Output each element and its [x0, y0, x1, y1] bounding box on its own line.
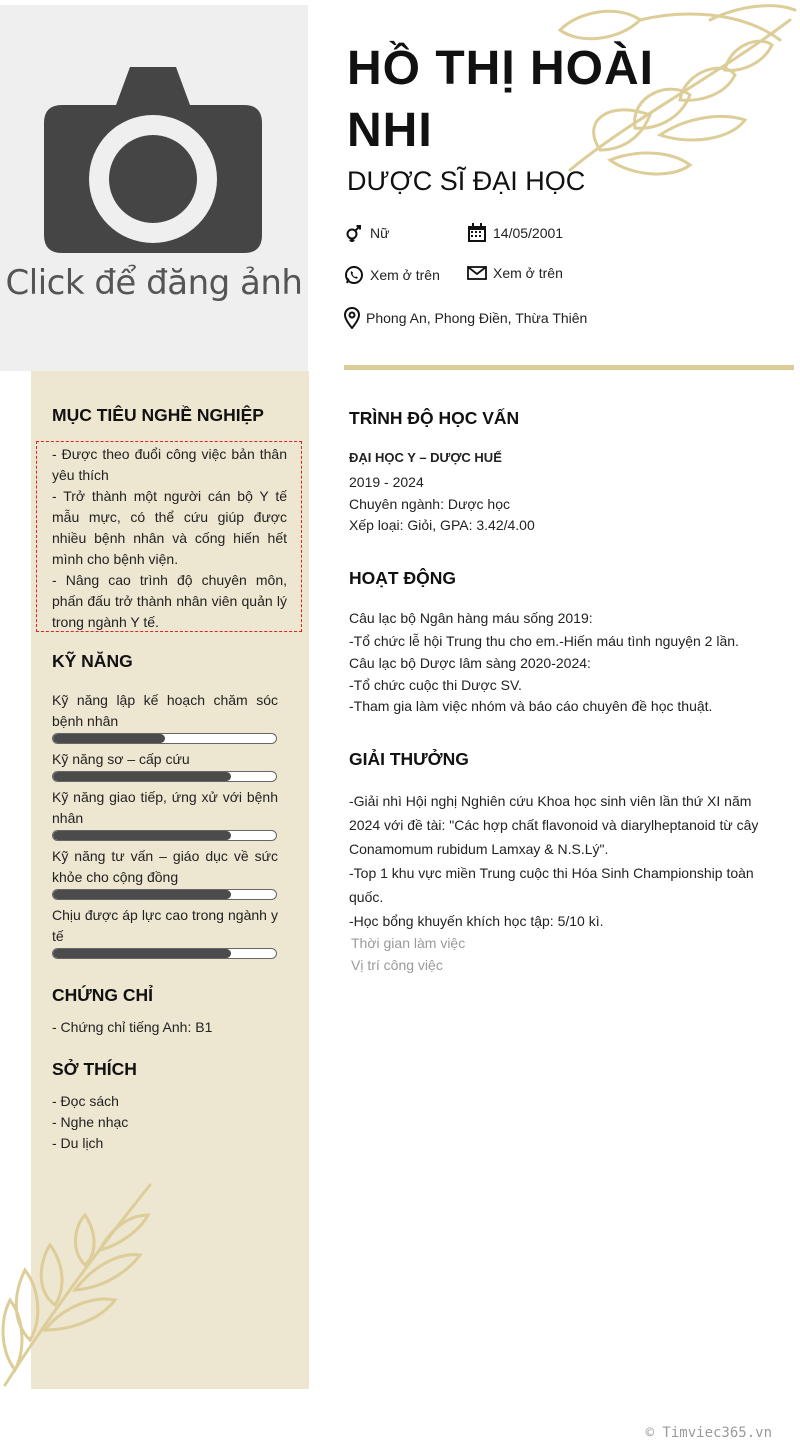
skill-bar-fill [53, 890, 231, 899]
skill-name: Chịu được áp lực cao trong ngành y tế [52, 907, 278, 944]
certificates-title: CHỨNG CHỈ [52, 985, 154, 1005]
location-pin-icon [344, 307, 360, 329]
objective-line: - Trở thành một người cán bộ Y tế mẫu mực, có thể cứu giúp được nhiều bệnh nhân và cống hiến hết mình cho bệnh viện. [52, 488, 287, 567]
calendar-icon [467, 223, 487, 243]
gender-value: Nữ [370, 225, 390, 241]
education-title: TRÌNH ĐỘ HỌC VẤN [349, 408, 520, 428]
skill-name: Kỹ năng giao tiếp, ứng xử với bệnh nhân [52, 789, 278, 826]
education-major: Chuyên ngành: Dược học [349, 496, 510, 512]
address-value: Phong An, Phong Điền, Thừa Thiên [366, 310, 588, 326]
objective-title: MỤC TIÊU NGHỀ NGHIỆP [52, 405, 264, 425]
education-period: 2019 - 2024 [349, 474, 424, 490]
certificate-item: - Chứng chỉ tiếng Anh: B1 [52, 1019, 213, 1035]
camera-icon [44, 63, 262, 255]
hobbies-title: SỞ THÍCH [52, 1059, 137, 1079]
skill-bar-fill [53, 734, 165, 743]
hobby-item: - Đọc sách [52, 1093, 119, 1109]
birthdate-info [467, 223, 563, 243]
whatsapp-icon [344, 265, 364, 285]
watermark: © Timviec365.vn [645, 1425, 772, 1441]
header-divider [344, 365, 794, 370]
award-line: -Top 1 khu vực miền Trung cuộc thi Hóa Sinh Championship toàn quốc. [349, 865, 754, 905]
skill-bar-fill [53, 831, 231, 840]
skill-name: Kỹ năng lập kế hoạch chăm sóc bệnh nhân [52, 692, 278, 729]
birthdate-value: 14/05/2001 [493, 225, 564, 241]
skill-bar-fill [53, 772, 231, 781]
skill-name: Kỹ năng tư vấn – giáo dục về sức khỏe cho cộng đồng [52, 848, 278, 885]
phone-value: Xem ở trên [370, 267, 440, 283]
activity-line: Câu lạc bộ Ngân hàng máu sống 2019: [349, 610, 593, 626]
phone-info [344, 265, 440, 285]
activity-line: -Tổ chức lễ hội Trung thu cho em.-Hiến máu tình nguyện 2 lần. [349, 633, 739, 649]
position-placeholder[interactable]: Vị trí công việc [351, 957, 443, 973]
skill-bar-fill [53, 949, 231, 958]
skill-bar [52, 830, 277, 841]
activity-line: Câu lạc bộ Dược lâm sàng 2020-2024: [349, 655, 591, 671]
skill-bar [52, 771, 277, 782]
work-time-placeholder[interactable]: Thời gian làm việc [351, 935, 466, 951]
email-value: Xem ở trên [493, 265, 563, 281]
skill-name: Kỹ năng sơ – cấp cứu [52, 751, 190, 767]
activity-line: -Tham gia làm việc nhóm và báo cáo chuyên đề học thuật. [349, 698, 713, 714]
envelope-icon [467, 263, 487, 283]
skill-bar [52, 733, 277, 744]
skill-bar [52, 948, 277, 959]
gender-icon [344, 223, 364, 243]
skill-bar [52, 889, 277, 900]
activity-line: -Tổ chức cuộc thi Dược SV. [349, 677, 522, 693]
awards-title: GIẢI THƯỞNG [349, 749, 469, 769]
gender-info [344, 223, 389, 243]
activities-title: HOẠT ĐỘNG [349, 568, 456, 588]
avatar-upload[interactable] [0, 5, 308, 371]
education-grade: Xếp loại: Giỏi, GPA: 3.42/4.00 [349, 517, 535, 533]
candidate-name: HỒ THỊ HOÀI NHI [347, 42, 654, 157]
job-title: DƯỢC SĨ ĐẠI HỌC [347, 166, 586, 196]
photo-upload-caption: Click để đăng ảnh [5, 263, 303, 303]
hobby-item: - Du lịch [52, 1135, 104, 1151]
education-school: ĐẠI HỌC Y – DƯỢC HUẾ [349, 450, 502, 465]
objective-text[interactable] [36, 441, 302, 632]
hobby-item: - Nghe nhạc [52, 1114, 129, 1130]
objective-line: - Nâng cao trình độ chuyên môn, phấn đấu trở thành nhân viên quản lý trong ngành Y tế. [52, 572, 287, 630]
award-line: -Học bổng khuyến khích học tập: 5/10 kì. [349, 913, 604, 929]
email-info [467, 263, 563, 283]
address-info [344, 307, 587, 329]
objective-line: - Được theo đuổi công việc bản thân yêu thích [52, 446, 287, 483]
skills-title: KỸ NĂNG [52, 651, 133, 671]
award-line: -Giải nhì Hội nghị Nghiên cứu Khoa học sinh viên lần thứ XI năm 2024 với đề tài: "Các hợp chất flavonoid và diarylheptanoid từ cây Conamomum rubidum Lamxay & N.S.Lý". [349, 793, 759, 857]
